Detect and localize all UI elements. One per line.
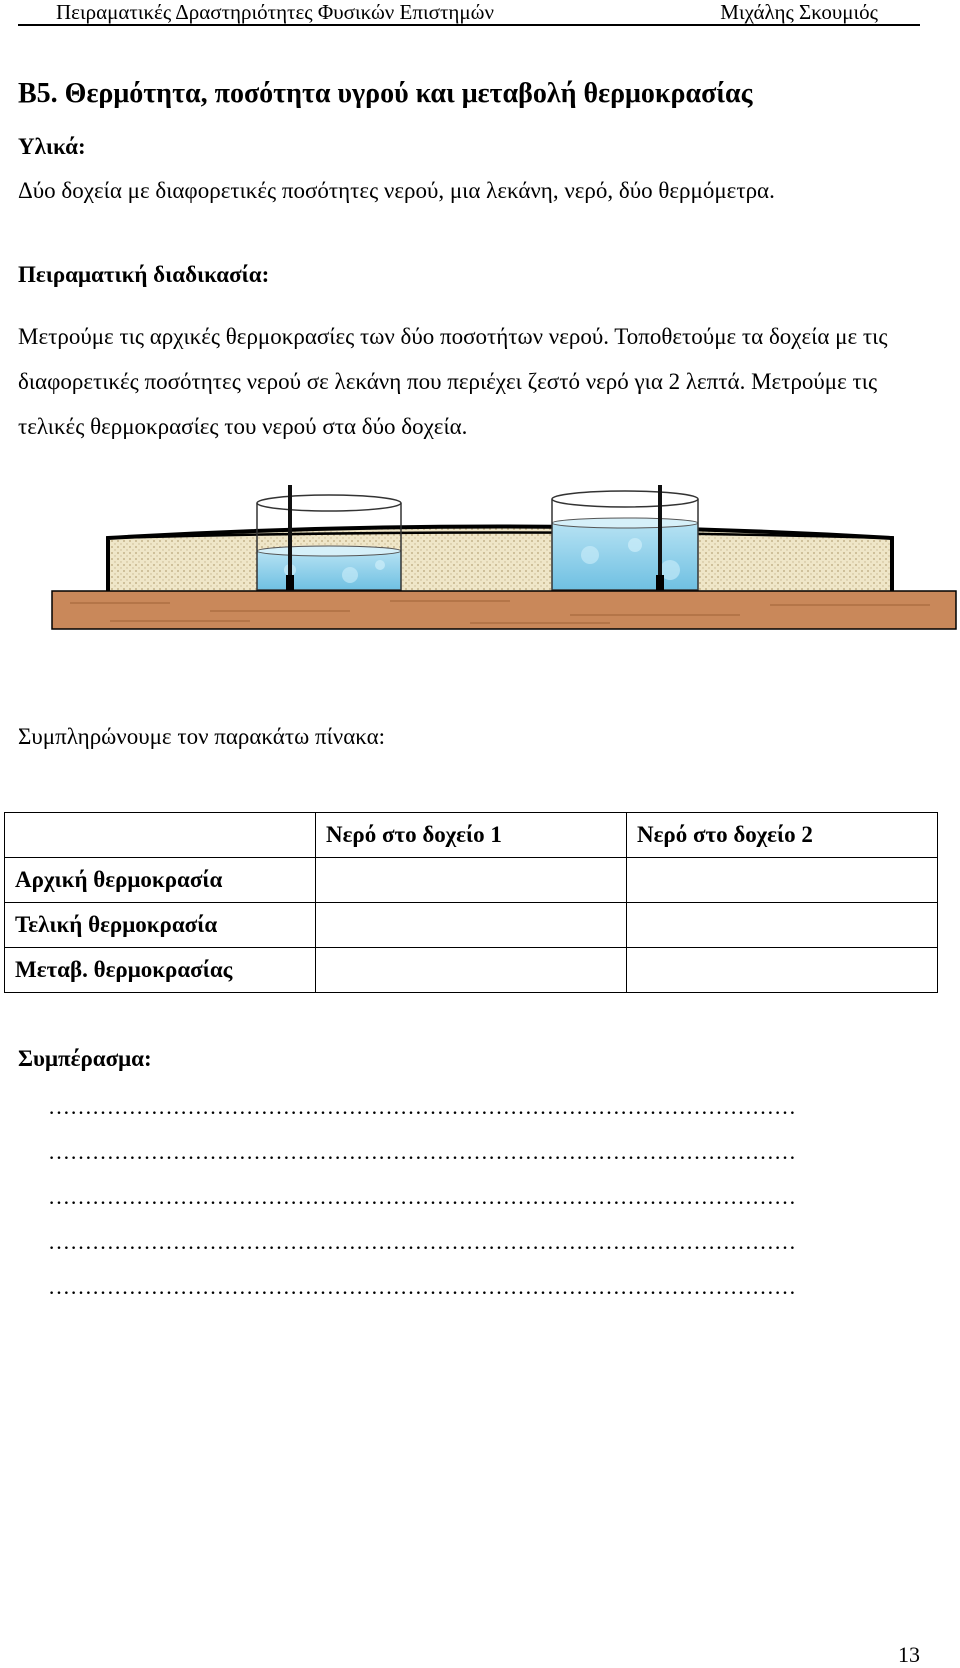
wooden-table — [52, 591, 956, 629]
section-title: Β5. Θερμότητα, ποσότητα υγρού και μεταβολή θερμοκρασίας — [18, 78, 753, 109]
conclusion-line[interactable]: ………………………………………………………………………………………… — [48, 1094, 796, 1119]
conclusion-line[interactable]: ………………………………………………………………………………………… — [48, 1184, 796, 1209]
row-label: Αρχική θερμοκρασία — [5, 858, 316, 903]
table-row — [5, 948, 938, 993]
table-header-row — [5, 813, 938, 858]
table-header-cell — [5, 813, 316, 858]
table-cell[interactable] — [627, 858, 938, 903]
instruction-text: Συμπληρώνουμε τον παρακάτω πίνακα: — [18, 724, 386, 749]
table-header-cell: Νερό στο δοχείο 2 — [627, 813, 938, 858]
page-number: 13 — [898, 1642, 920, 1667]
row-label: Μεταβ. θερμοκρασίας — [5, 948, 316, 993]
materials-text: Δύο δοχεία με διαφορετικές ποσότητες νερού, μια λεκάνη, νερό, δύο θερμόμετρα. — [18, 178, 775, 203]
table-header-cell: Νερό στο δοχείο 1 — [316, 813, 627, 858]
beaker-2 — [552, 491, 698, 590]
table-cell[interactable] — [627, 903, 938, 948]
table-cell[interactable] — [316, 948, 627, 993]
table-cell[interactable] — [316, 903, 627, 948]
table-cell[interactable] — [627, 948, 938, 993]
conclusion-line[interactable]: ………………………………………………………………………………………… — [48, 1139, 796, 1164]
basin — [108, 527, 892, 592]
procedure-text: Μετρούμε τις αρχικές θερμοκρασίες των δύο ποσοτήτων νερού. Τοποθετούμε τα δοχεία με τις διαφορετικές ποσότητες νερού σε λεκάνη που περιέχει ζεστό νερό για 2 λεπτά. Μετρούμε τις τελικές θερμοκρασίες του νερού στα δύο δοχεία. — [18, 324, 888, 439]
conclusion-line[interactable]: ………………………………………………………………………………………… — [48, 1274, 796, 1299]
table-row — [5, 858, 938, 903]
conclusion-line[interactable]: ………………………………………………………………………………………… — [48, 1229, 796, 1254]
procedure-label: Πειραματική διαδικασία: — [18, 262, 270, 287]
header-left-text: Πειραματικές Δραστηριότητες Φυσικών Επιστημών — [56, 0, 494, 24]
results-table — [4, 812, 938, 993]
conclusion-label: Συμπέρασμα: — [18, 1046, 152, 1071]
experiment-illustration — [50, 485, 960, 671]
table-cell[interactable] — [316, 858, 627, 903]
row-label: Τελική θερμοκρασία — [5, 903, 316, 948]
page-header — [18, 0, 920, 26]
table-row — [5, 903, 938, 948]
header-right-text: Μιχάλης Σκουμιός — [720, 0, 878, 24]
materials-label: Υλικά: — [18, 134, 86, 159]
